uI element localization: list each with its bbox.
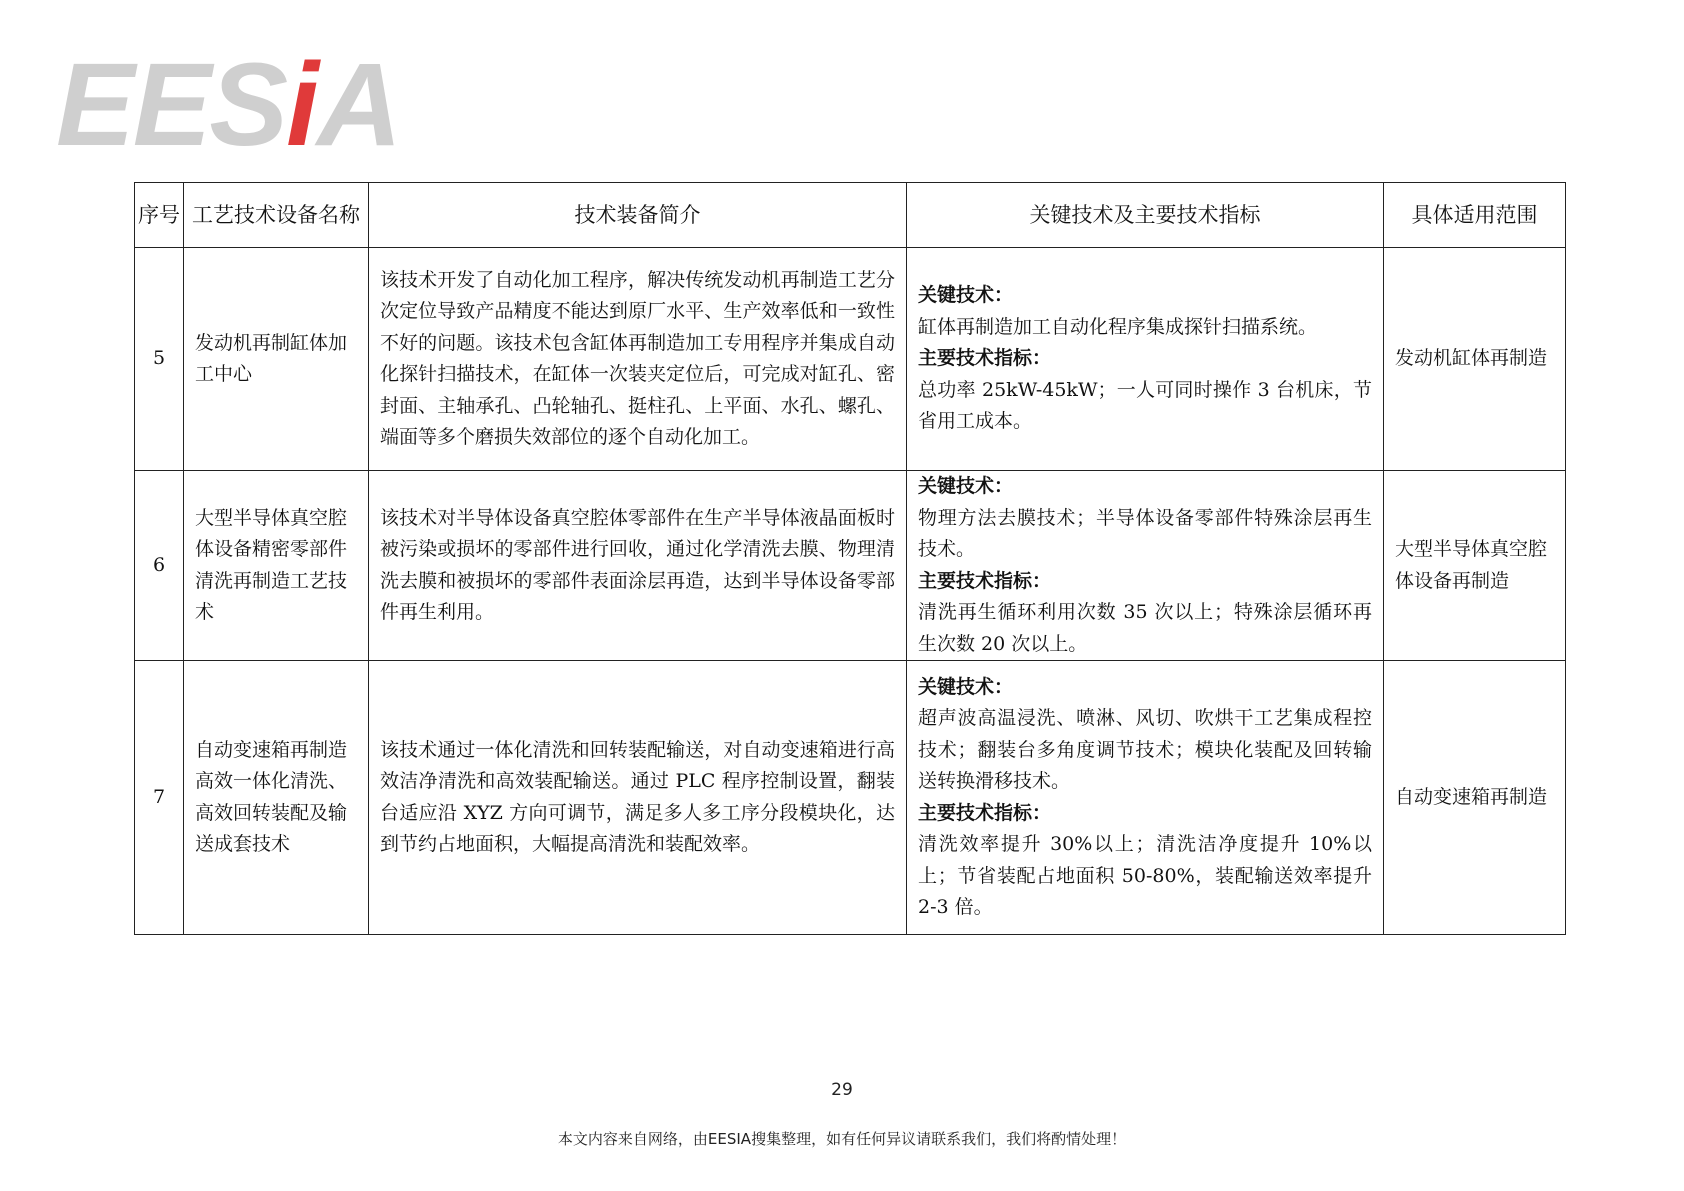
row-intro: 该技术对半导体设备真空腔体零部件在生产半导体液晶面板时被污染或损坏的零部件进行回收，通过化学清洗去膜、物理清洗去膜和被损坏的零部件表面涂层再造，达到半导体设备零部件再生利用。 <box>369 471 907 661</box>
header-scope: 具体适用范围 <box>1384 183 1566 248</box>
header-key: 关键技术及主要技术指标 <box>907 183 1384 248</box>
eesia-logo: EESiA <box>56 39 401 171</box>
row-name: 自动变速箱再制造高效一体化清洗、高效回转装配及输送成套技术 <box>184 661 369 935</box>
row-intro: 该技术通过一体化清洗和回转装配输送，对自动变速箱进行高效洁净清洗和高效装配输送。通过 PLC 程序控制设置，翻装台适应沿 XYZ 方向可调节，满足多人多工序分段模块化，达到节约占地面积，大幅提高清洗和装配效率。 <box>369 661 907 935</box>
row-key-tech <box>907 661 1384 935</box>
row-name: 发动机再制缸体加工中心 <box>184 248 369 471</box>
main-index-text: 清洗再生循环利用次数 35 次以上；特殊涂层循环再生次数 20 次以上。 <box>918 601 1372 655</box>
key-tech-text: 缸体再制造加工自动化程序集成探针扫描系统。 <box>918 315 1318 338</box>
key-tech-label: 关键技术： <box>918 475 1014 497</box>
key-tech-label: 关键技术： <box>918 675 1014 698</box>
row-number: 5 <box>135 248 184 471</box>
row-name: 大型半导体真空腔体设备精密零部件清洗再制造工艺技术 <box>184 471 369 661</box>
main-index-label: 主要技术指标： <box>918 347 1052 370</box>
row-intro: 该技术开发了自动化加工程序，解决传统发动机再制造工艺分次定位导致产品精度不能达到原厂水平、生产效率低和一致性不好的问题。该技术包含缸体再制造加工专用程序并集成自动化探针扫描技术，在缸体一次装夹定位后，可完成对缸孔、密封面、主轴承孔、凸轮轴孔、挺柱孔、上平面、水孔、螺孔、端面等多个磨损失效部位的逐个自动化加工。 <box>369 248 907 471</box>
key-tech-label: 关键技术： <box>918 284 1014 307</box>
key-tech-text: 超声波高温浸洗、喷淋、风切、吹烘干工艺集成程控技术；翻装台多角度调节技术；模块化装配及回转输送转换滑移技术。 <box>918 707 1372 792</box>
header-name: 工艺技术设备名称 <box>184 183 369 248</box>
technology-table <box>134 182 1566 935</box>
row-key-tech <box>907 248 1384 471</box>
main-index-label: 主要技术指标： <box>918 801 1052 824</box>
row-scope: 自动变速箱再制造 <box>1384 661 1566 935</box>
table-header-row <box>135 183 1566 248</box>
footer-disclaimer: 本文内容来自网络，由EESIA搜集整理，如有任何异议请联系我们，我们将酌情处理！ <box>557 1130 1127 1148</box>
key-tech-text: 物理方法去膜技术；半导体设备零部件特殊涂层再生技术。 <box>918 506 1372 560</box>
table-row <box>135 471 1566 661</box>
row-scope: 大型半导体真空腔体设备再制造 <box>1384 471 1566 661</box>
header-seq: 序号 <box>135 183 184 248</box>
main-index-text: 总功率 25kW-45kW；一人可同时操作 3 台机床，节省用工成本。 <box>918 378 1372 433</box>
row-number: 6 <box>135 471 184 661</box>
header-intro: 技术装备简介 <box>369 183 907 248</box>
main-index-text: 清洗效率提升 30%以上；清洗洁净度提升 10%以上；节省装配占地面积 50-80%，装配输送效率提升 2-3 倍。 <box>918 833 1372 918</box>
page-number: 29 <box>831 1080 853 1100</box>
main-index-label: 主要技术指标： <box>918 569 1052 592</box>
table-row <box>135 248 1566 471</box>
row-key-tech <box>907 471 1384 661</box>
row-scope: 发动机缸体再制造 <box>1384 248 1566 471</box>
row-number: 7 <box>135 661 184 935</box>
table-row <box>135 661 1566 935</box>
